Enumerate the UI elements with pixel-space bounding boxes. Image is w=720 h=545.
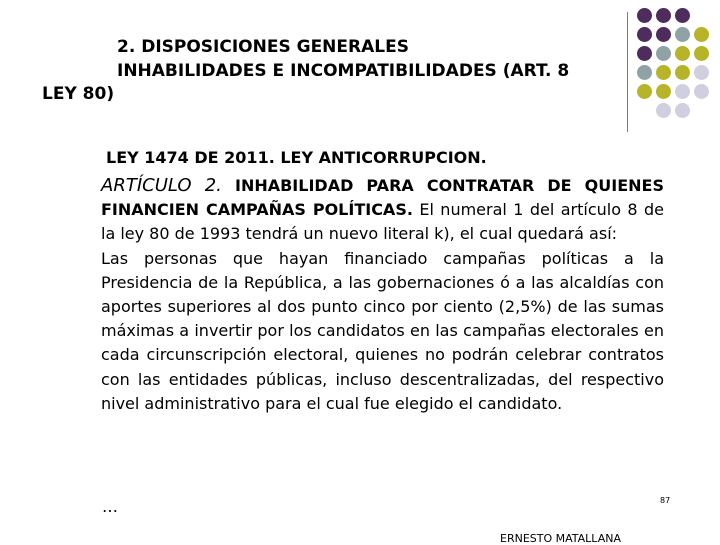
decorative-dot xyxy=(656,8,671,23)
article-paragraph-1 xyxy=(101,174,664,247)
decorative-dot xyxy=(656,65,671,80)
decorative-dot xyxy=(675,84,690,99)
article-paragraph-2: Las personas que hayan financiado campañas políticas a la Presidencia de la República, a las gobernaciones ó a las alcaldías con aportes superiores al dos punto cinco por ciento (2,5%) de las sumas máximas a invertir por los candidatos en las campañas electorales en cada circunscripción electoral, quienes no podrán celebrar contratos con las entidades públicas, incluso descentralizadas, del respectivo nivel administrativo para el cual fue elegido el candidato. xyxy=(101,248,664,413)
article-text xyxy=(101,174,664,416)
decorative-dot xyxy=(637,46,652,61)
slide-title xyxy=(42,36,632,107)
decorative-dot xyxy=(694,65,709,80)
decorative-dot xyxy=(675,103,690,118)
decorative-dot xyxy=(675,46,690,61)
article-number: ARTÍCULO 2. xyxy=(101,175,222,196)
footer-author: ERNESTO MATALLANA xyxy=(500,532,621,545)
decorative-dot xyxy=(637,8,652,23)
decorative-dot xyxy=(656,27,671,42)
decorative-dot xyxy=(675,65,690,80)
decorative-dot xyxy=(694,27,709,42)
decorative-dot xyxy=(637,84,652,99)
title-line-1: 2. DISPOSICIONES GENERALES xyxy=(117,37,409,57)
title-line-3: LEY 80) xyxy=(42,84,115,104)
decorative-dot xyxy=(637,65,652,80)
decorative-dot xyxy=(694,84,709,99)
decorative-dot xyxy=(637,27,652,42)
decorative-divider xyxy=(627,12,628,132)
decorative-dot xyxy=(694,46,709,61)
title-line-2: INHABILIDADES E INCOMPATIBILIDADES (ART. 8 xyxy=(117,60,570,81)
page-number: 87 xyxy=(660,496,671,505)
law-subheading: LEY 1474 DE 2011. LEY ANTICORRUPCION. xyxy=(106,148,487,167)
decorative-dot xyxy=(675,27,690,42)
continuation-ellipsis: … xyxy=(102,497,118,516)
decorative-dot xyxy=(656,84,671,99)
decorative-dot xyxy=(675,8,690,23)
decorative-dot xyxy=(656,103,671,118)
decorative-dot xyxy=(656,46,671,61)
article-intro: El numeral 1 del artículo 8 de la ley 80 de 1993 tendrá un nuevo literal k), el cual quedará así: xyxy=(101,200,664,244)
article-heading: INHABILIDAD PARA CONTRATAR DE QUIENES FINANCIEN CAMPAÑAS POLÍTICAS. xyxy=(101,176,665,220)
